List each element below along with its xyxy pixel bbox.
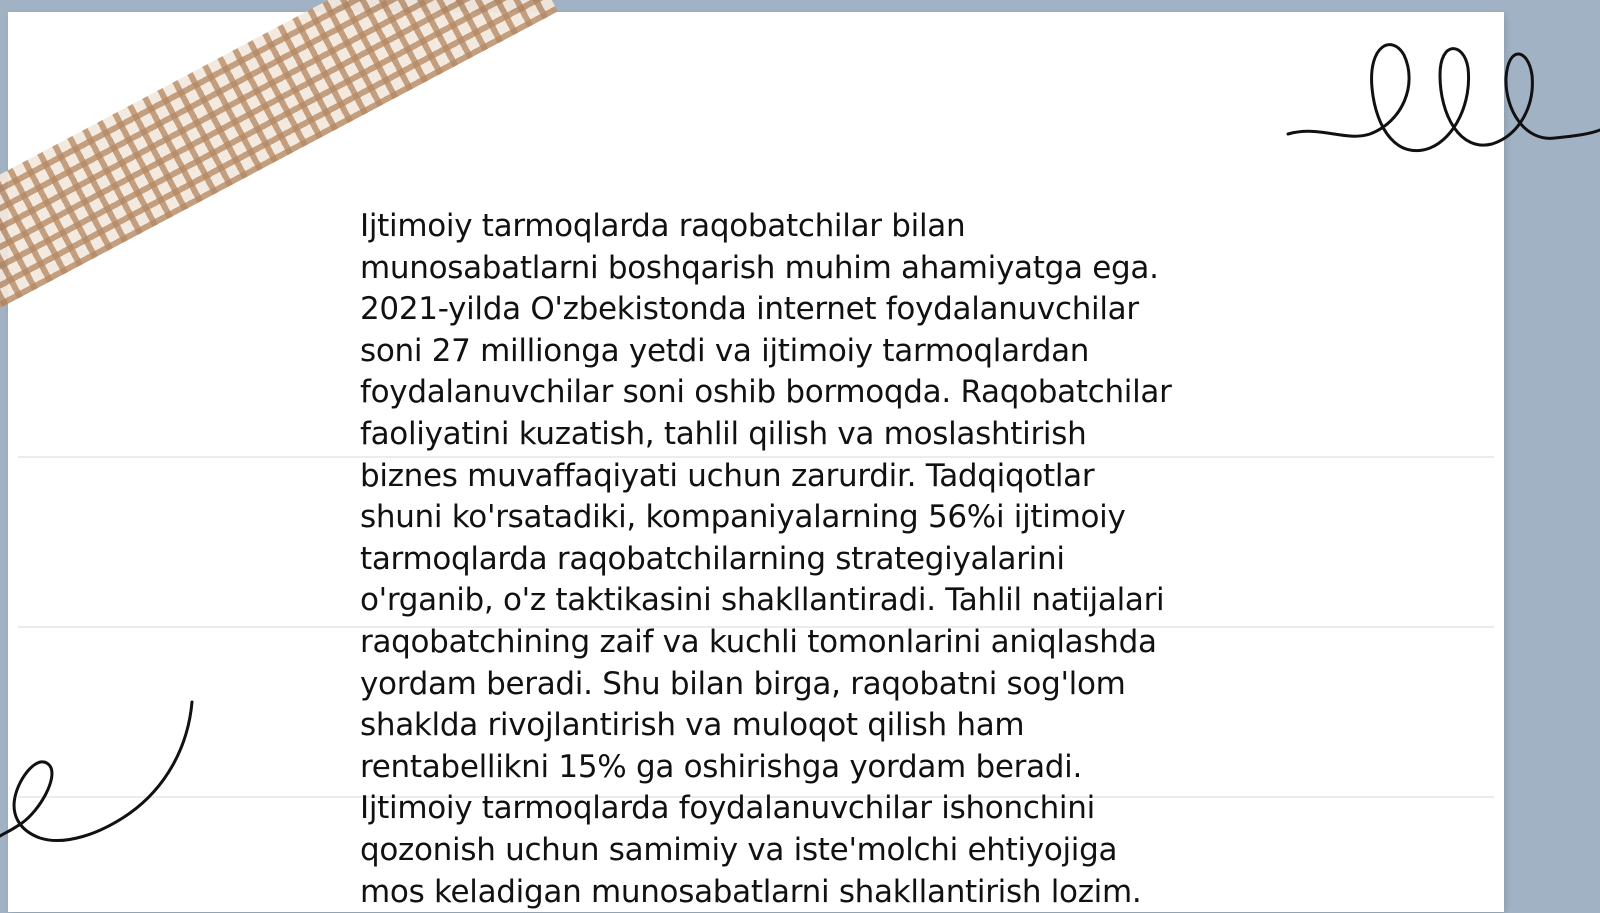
- body-paragraph: Ijtimoiy tarmoqlarda raqobatchilar bilan munosabatlarni boshqarish muhim ahamiyatga ega. 2021-yilda O'zbekistonda internet foydalanuvchilar soni 27 millionga yetdi va ijtimoiy tarmoqlardan foydalanuvchilar soni oshib bormoqda. Raqobatchilar faoliyatini kuzatish, tahlil qilish va moslashtirish biznes muvaffaqiyati uchun zarurdir. Tadqiqotlar shuni ko'rsatadiki, kompaniyalarning 56%i ijtimoiy tarmoqlarda raqobatchilarning strategiyalarini o'rganib, o'z taktikasini shakllantiradi. Tahlil natijalari raqobatchining zaif va kuchli tomonlarini aniqlashda yordam beradi. Shu bilan birga, raqobatni sog'lom shaklda rivojlantirish va muloqot qilish ham rentabellikni 15% ga oshirishga yordam beradi. Ijtimoiy tarmoqlarda foydalanuvchilar ishonchini qozonish uchun samimiy va iste'molchi ehtiyojiga mos keladigan munosabatlarni shakllantirish lozim.: [360, 208, 1172, 910]
- loop-scribble-top-right: [1280, 30, 1600, 170]
- loop-scribble-bottom-left: [0, 698, 200, 848]
